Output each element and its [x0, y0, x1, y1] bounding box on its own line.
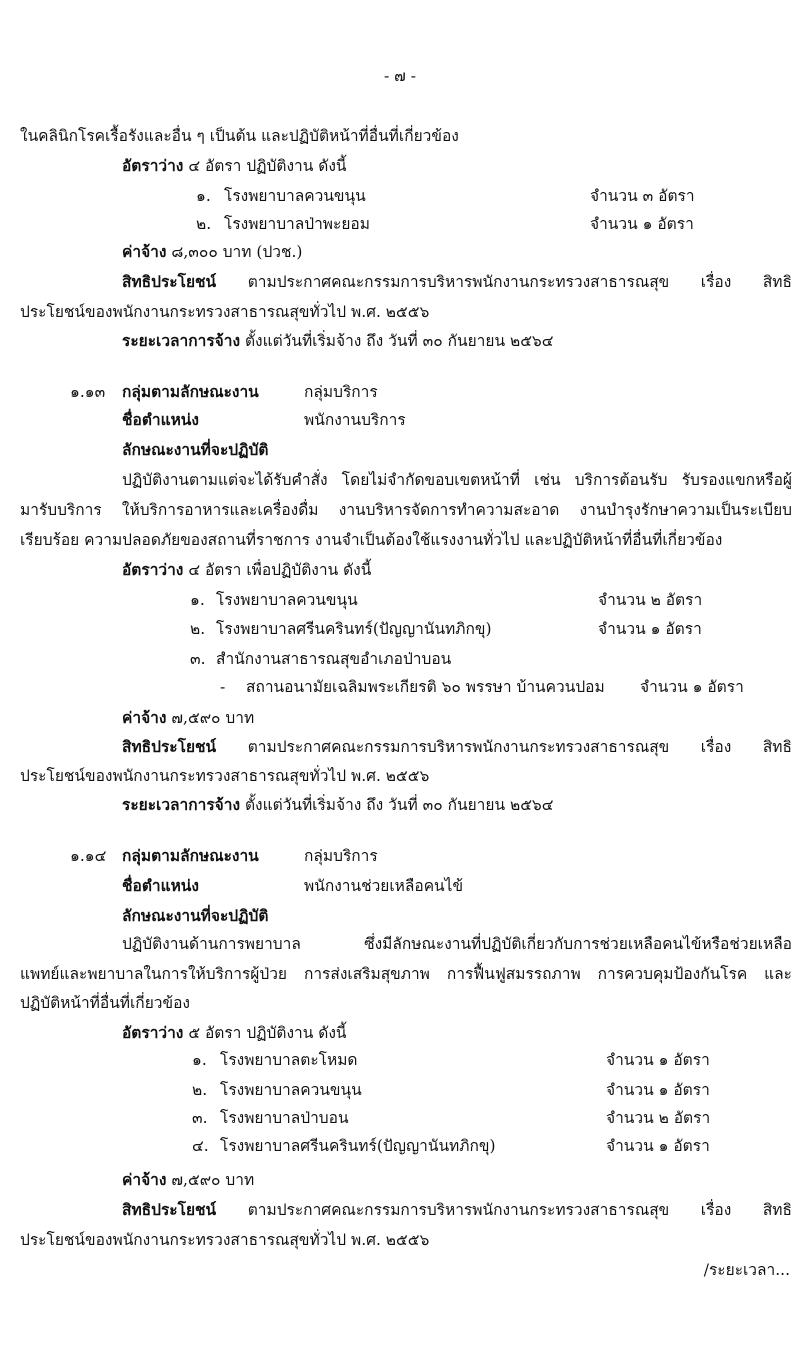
s3-item-3-no: ๓. — [192, 1109, 208, 1127]
s1-vacancy-text: ๔ อัตรา ปฏิบัติงาน ดังนี้ — [188, 157, 347, 175]
s2-sub-item-name: สถานอนามัยเฉลิมพระเกียรติ ๖๐ พรรษา บ้านควนปอม — [246, 678, 605, 696]
s2-duty-line-1: ปฏิบัติงานตามแต่จะได้รับคำสั่ง โดยไม่จำกัดขอบเขตหน้าที่ เช่น บริการต้อนรับ รับรองแขกหรือผู้ — [122, 471, 792, 489]
s3-item-3-name: โรงพยาบาลป่าบอน — [220, 1109, 349, 1127]
s2-benefit — [122, 737, 792, 757]
s3-item-4-no: ๔. — [192, 1137, 209, 1155]
s2-period-label: ระยะเวลาการจ้าง — [122, 795, 241, 814]
s3-duty-line-3: ปฏิบัติหน้าที่อื่นที่เกี่ยวข้อง — [20, 994, 190, 1012]
s1-continued-text: ในคลินิกโรคเรื้อรังและอื่น ๆ เป็นต้น และปฏิบัติหน้าที่อื่นที่เกี่ยวข้อง — [20, 127, 459, 145]
s3-vacancy-label: อัตราว่าง — [122, 1023, 184, 1042]
s3-benefit-label: สิทธิประโยชน์ — [122, 1200, 217, 1219]
s3-position-label: ชื่อตำแหน่ง — [122, 876, 199, 895]
s3-item-4-name: โรงพยาบาลศรีนครินทร์(ปัญญานันทภิกขุ) — [220, 1137, 496, 1155]
s3-wage-text: ๗,๕๙๐ บาท — [171, 1171, 255, 1189]
page-number: - ๗ - — [384, 67, 416, 85]
s3-wage-label: ค่าจ้าง — [122, 1170, 167, 1189]
s2-vacancy — [122, 560, 371, 580]
s3-item-4-qty: จำนวน ๑ อัตรา — [606, 1137, 710, 1155]
s3-group-value: กลุ่มบริการ — [304, 847, 378, 865]
s2-benefit-label: สิทธิประโยชน์ — [122, 737, 217, 756]
s1-item-1-no: ๑. — [196, 187, 211, 205]
s2-item-1-qty: จำนวน ๒ อัตรา — [598, 591, 703, 609]
s1-item-2-qty: จำนวน ๑ อัตรา — [590, 215, 694, 233]
s1-benefit-text-1: ตามประกาศคณะกรรมการบริหารพนักงานกระทรวงสาธารณสุข เรื่อง สิทธิ — [247, 273, 792, 291]
s1-item-1-name: โรงพยาบาลควนขนุน — [224, 187, 366, 205]
s2-duty-line-2: มารับบริการ ให้บริการอาหารและเครื่องดื่ม งานบริหารจัดการทำความสะอาด งานบำรุงรักษาความเป็นระเบียบ — [20, 501, 792, 519]
s2-wage-text: ๗,๕๙๐ บาท — [171, 709, 255, 727]
s2-duty-label: ลักษณะงานที่จะปฏิบัติ — [122, 440, 269, 459]
s1-period-text: ตั้งแต่วันที่เริ่มจ้าง ถึง วันที่ ๓๐ กันยายน ๒๕๖๔ — [244, 332, 554, 350]
s1-vacancy — [122, 156, 347, 176]
s3-item-1-qty: จำนวน ๑ อัตรา — [606, 1051, 710, 1069]
s2-item-2-name: โรงพยาบาลศรีนครินทร์(ปัญญานันทภิกขุ) — [216, 620, 492, 638]
continuation-marker: /ระยะเวลา... — [703, 1261, 790, 1279]
s3-duty-line-1: ปฏิบัติงานด้านการพยาบาล ซึ่งมีลักษณะงานที่ปฏิบัติเกี่ยวกับการช่วยเหลือคนไข้หรือช่วยเหลือ — [122, 935, 792, 953]
s3-wage — [122, 1170, 254, 1190]
s2-number: ๑.๑๓ — [70, 383, 106, 401]
s2-item-3-name: สำนักงานสาธารณสุขอำเภอป่าบอน — [216, 650, 452, 668]
s1-wage — [122, 242, 302, 262]
s1-item-2-name: โรงพยาบาลป่าพะยอม — [224, 215, 370, 233]
s3-item-1-name: โรงพยาบาลตะโหมด — [220, 1051, 358, 1069]
s1-vacancy-label: อัตราว่าง — [122, 156, 184, 175]
s1-benefit — [122, 272, 792, 292]
s1-item-2-no: ๒. — [196, 215, 212, 233]
s2-vacancy-label: อัตราว่าง — [122, 560, 184, 579]
s1-benefit-label: สิทธิประโยชน์ — [122, 272, 217, 291]
s2-period-text: ตั้งแต่วันที่เริ่มจ้าง ถึง วันที่ ๓๐ กันยายน ๒๕๖๔ — [244, 796, 554, 814]
s3-vacancy-text: ๕ อัตรา ปฏิบัติงาน ดังนี้ — [188, 1024, 347, 1042]
s2-position-value: พนักงานบริการ — [304, 411, 406, 429]
s2-item-2-no: ๒. — [190, 620, 206, 638]
s2-position-label: ชื่อตำแหน่ง — [122, 410, 199, 429]
s3-benefit-text-2: ประโยชน์ของพนักงานกระทรวงสาธารณสุขทั่วไป พ.ศ. ๒๕๕๖ — [20, 1231, 430, 1249]
s2-group-value: กลุ่มบริการ — [304, 383, 378, 401]
s2-item-3-no: ๓. — [190, 650, 206, 668]
s2-duty-line-3: เรียบร้อย ความปลอดภัยของสถานที่ราชการ งานจำเป็นต้องใช้แรงงานทั่วไป และปฏิบัติหน้าที่อื่นที่เกี่ยวข้อง — [20, 531, 723, 549]
s2-benefit-text-2: ประโยชน์ของพนักงานกระทรวงสาธารณสุขทั่วไป พ.ศ. ๒๕๕๖ — [20, 767, 430, 785]
s2-period — [122, 795, 554, 815]
s3-benefit — [122, 1200, 792, 1220]
s3-item-2-qty: จำนวน ๑ อัตรา — [606, 1081, 710, 1099]
s2-sub-item-dash: - — [220, 678, 226, 696]
s2-group-label: กลุ่มตามลักษณะงาน — [122, 382, 259, 401]
s3-item-2-no: ๒. — [192, 1081, 208, 1099]
s3-item-3-qty: จำนวน ๒ อัตรา — [606, 1109, 711, 1127]
s3-group-label: กลุ่มตามลักษณะงาน — [122, 846, 259, 865]
s2-wage — [122, 708, 254, 728]
s2-item-2-qty: จำนวน ๑ อัตรา — [598, 620, 702, 638]
s3-benefit-text-1: ตามประกาศคณะกรรมการบริหารพนักงานกระทรวงสาธารณสุข เรื่อง สิทธิ — [247, 1201, 792, 1219]
s1-period-label: ระยะเวลาการจ้าง — [122, 331, 241, 350]
s3-item-1-no: ๑. — [192, 1051, 207, 1069]
s2-sub-item-qty: จำนวน ๑ อัตรา — [640, 678, 744, 696]
s1-benefit-text-2: ประโยชน์ของพนักงานกระทรวงสาธารณสุขทั่วไป พ.ศ. ๒๕๕๖ — [20, 303, 430, 321]
s3-item-2-name: โรงพยาบาลควนขนุน — [220, 1081, 362, 1099]
s2-item-1-no: ๑. — [190, 591, 205, 609]
s3-position-value: พนักงานช่วยเหลือคนไข้ — [304, 877, 464, 895]
s3-vacancy — [122, 1023, 347, 1043]
s3-duty-line-2: แพทย์และพยาบาลในการให้บริการผู้ป่วย การส่งเสริมสุขภาพ การฟื้นฟูสมรรถภาพ การควบคุมป้องกันโรค และ — [20, 965, 792, 983]
s1-item-1-qty: จำนวน ๓ อัตรา — [590, 187, 695, 205]
s2-wage-label: ค่าจ้าง — [122, 708, 167, 727]
s3-number: ๑.๑๔ — [70, 847, 107, 865]
s2-vacancy-text: ๔ อัตรา เพื่อปฏิบัติงาน ดังนี้ — [188, 561, 372, 579]
s1-wage-label: ค่าจ้าง — [122, 242, 167, 261]
s1-period — [122, 331, 554, 351]
s1-wage-text: ๘,๓๐๐ บาท (ปวช.) — [171, 243, 303, 261]
s2-benefit-text-1: ตามประกาศคณะกรรมการบริหารพนักงานกระทรวงสาธารณสุข เรื่อง สิทธิ — [247, 738, 792, 756]
s2-item-1-name: โรงพยาบาลควนขนุน — [216, 591, 358, 609]
s3-duty-label: ลักษณะงานที่จะปฏิบัติ — [122, 906, 269, 925]
